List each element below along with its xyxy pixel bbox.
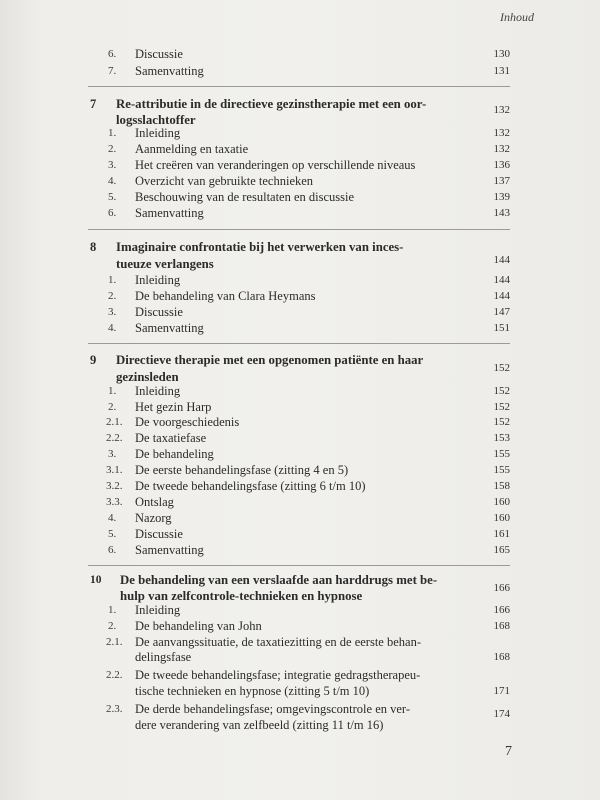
entry-page: 168 xyxy=(493,651,510,663)
entry-page: 165 xyxy=(493,544,510,556)
entry-title: De voorgeschiedenis xyxy=(135,415,240,429)
entry-number: 1. xyxy=(108,274,117,286)
entry-page: 155 xyxy=(493,448,510,460)
chapter-number: 7 xyxy=(90,97,97,111)
entry-title: delingsfase xyxy=(135,650,192,664)
entry-page: 152 xyxy=(493,416,510,428)
entry-title: Ontslag xyxy=(135,495,174,509)
chapter-title: gezinsleden xyxy=(116,370,179,384)
toc-entry-cont xyxy=(0,717,600,733)
entry-number: 1. xyxy=(108,604,117,616)
chapter-title: Imaginaire confrontatie bij het verwerken van inces- xyxy=(116,240,404,254)
entry-title: De behandeling van John xyxy=(135,619,262,633)
entry-number: 4. xyxy=(108,512,117,524)
entry-title: Beschouwing van de resultaten en discussie xyxy=(135,190,355,204)
toc-entry xyxy=(0,46,600,62)
entry-title: Samenvatting xyxy=(135,64,204,78)
entry-title: tische technieken en hypnose (zitting 5 t/m 10) xyxy=(135,684,370,698)
entry-title: De tweede behandelingsfase; integratie gedragstherapeu- xyxy=(135,668,421,682)
chapter-title: De behandeling van een verslaafde aan harddrugs met be- xyxy=(120,573,438,587)
toc-entry xyxy=(0,288,600,304)
toc-entry xyxy=(0,383,600,399)
entry-title: Inleiding xyxy=(135,384,181,398)
entry-number: 5. xyxy=(108,191,117,203)
entry-title: Inleiding xyxy=(135,603,181,617)
chapter-heading xyxy=(0,352,600,368)
entry-page: 131 xyxy=(493,65,510,77)
toc-entry xyxy=(0,510,600,526)
chapter-number: 9 xyxy=(90,353,97,367)
toc-entry xyxy=(0,189,600,205)
entry-number: 2.2. xyxy=(106,432,123,444)
toc-entry xyxy=(0,446,600,462)
entry-number: 2.1. xyxy=(106,636,123,648)
toc-entry xyxy=(0,542,600,558)
toc-entry xyxy=(0,125,600,141)
entry-title: De taxatiefase xyxy=(135,431,207,445)
entry-title: Nazorg xyxy=(135,511,172,525)
toc-entry xyxy=(0,304,600,320)
entry-page: 130 xyxy=(493,48,510,60)
toc-entry xyxy=(0,141,600,157)
toc-entry xyxy=(0,414,600,430)
entry-number: 3. xyxy=(108,306,117,318)
entry-number: 2. xyxy=(108,290,117,302)
chapter-heading xyxy=(0,96,600,112)
entry-page: 153 xyxy=(493,432,510,444)
chapter-title: Directieve therapie met een opgenomen patiënte en haar xyxy=(116,353,424,367)
entry-number: 3.1. xyxy=(106,464,123,476)
chapter-title: hulp van zelfcontrole-technieken en hypnose xyxy=(120,589,363,603)
entry-page: 166 xyxy=(493,604,510,616)
toc-entry xyxy=(0,320,600,336)
toc-entry xyxy=(0,618,600,634)
entry-title: De tweede behandelingsfase (zitting 6 t/m 10) xyxy=(135,479,366,493)
entry-page: 151 xyxy=(493,322,510,334)
entry-number: 2. xyxy=(108,620,117,632)
entry-page: 174 xyxy=(493,708,510,720)
entry-title: dere verandering van zelfbeeld (zitting 11 t/m 16) xyxy=(135,718,384,732)
chapter-heading xyxy=(0,239,600,255)
entry-title: De eerste behandelingsfase (zitting 4 en 5) xyxy=(135,463,349,477)
entry-title: Discussie xyxy=(135,47,183,61)
entry-page: 144 xyxy=(493,274,510,286)
entry-number: 3.3. xyxy=(106,496,123,508)
chapter-number: 10 xyxy=(90,574,102,586)
entry-number: 5. xyxy=(108,528,117,540)
entry-number: 4. xyxy=(108,322,117,334)
entry-page: 139 xyxy=(493,191,510,203)
chapter-divider xyxy=(88,343,510,344)
entry-number: 3.2. xyxy=(106,480,123,492)
entry-number: 4. xyxy=(108,175,117,187)
entry-title: Het creëren van veranderingen op verschillende niveaus xyxy=(135,158,416,172)
toc-entry xyxy=(0,157,600,173)
toc-entry xyxy=(0,272,600,288)
chapter-divider xyxy=(88,229,510,230)
entry-title: Het gezin Harp xyxy=(135,400,212,414)
toc-entry xyxy=(0,667,600,683)
entry-page: 171 xyxy=(493,685,510,697)
entry-number: 3. xyxy=(108,448,117,460)
toc-entry xyxy=(0,173,600,189)
entry-page: 158 xyxy=(493,480,510,492)
entry-title: De behandeling xyxy=(135,447,214,461)
entry-title: De derde behandelingsfase; omgevingscontrole en ver- xyxy=(135,702,410,716)
toc-entry xyxy=(0,526,600,542)
entry-page: 132 xyxy=(493,143,510,155)
chapter-heading xyxy=(0,572,600,588)
entry-title: De aanvangssituatie, de taxatiezitting en de eerste behan- xyxy=(135,635,421,649)
entry-title: Samenvatting xyxy=(135,321,204,335)
entry-title: De behandeling van Clara Heymans xyxy=(135,289,316,303)
entry-title: Samenvatting xyxy=(135,543,204,557)
chapter-title: tueuze verlangens xyxy=(116,257,214,271)
toc-entry xyxy=(0,462,600,478)
toc-entry xyxy=(0,494,600,510)
entry-page: 160 xyxy=(493,496,510,508)
entry-title: Inleiding xyxy=(135,126,181,140)
toc-entry-cont xyxy=(0,683,600,699)
entry-page: 155 xyxy=(493,464,510,476)
page-number: 7 xyxy=(505,744,512,759)
chapter-page: 152 xyxy=(493,362,510,374)
entry-number: 1. xyxy=(108,385,117,397)
entry-title: Overzicht van gebruikte technieken xyxy=(135,174,314,188)
entry-page: 152 xyxy=(493,401,510,413)
entry-number: 7. xyxy=(108,65,117,77)
entry-page: 147 xyxy=(493,306,510,318)
chapter-heading-cont xyxy=(0,256,600,272)
entry-title: Inleiding xyxy=(135,273,181,287)
toc-entry-cont xyxy=(0,649,600,665)
chapter-page: 166 xyxy=(493,582,510,594)
entry-title: Samenvatting xyxy=(135,206,204,220)
chapter-title: Re-attributie in de directieve gezinstherapie met een oor- xyxy=(116,97,427,111)
entry-page: 160 xyxy=(493,512,510,524)
entry-page: 161 xyxy=(493,528,510,540)
toc-entry xyxy=(0,478,600,494)
toc-entry xyxy=(0,399,600,415)
entry-page: 144 xyxy=(493,290,510,302)
chapter-title: logsslachtoffer xyxy=(116,113,196,127)
entry-number: 6. xyxy=(108,48,117,60)
entry-number: 1. xyxy=(108,127,117,139)
entry-page: 137 xyxy=(493,175,510,187)
toc-entry xyxy=(0,63,600,79)
entry-number: 6. xyxy=(108,207,117,219)
entry-title: Discussie xyxy=(135,527,183,541)
entry-number: 6. xyxy=(108,544,117,556)
entry-number: 2.1. xyxy=(106,416,123,428)
entry-page: 136 xyxy=(493,159,510,171)
toc-entry xyxy=(0,430,600,446)
entry-number: 2. xyxy=(108,143,117,155)
chapter-divider xyxy=(88,565,510,566)
entry-page: 143 xyxy=(493,207,510,219)
entry-title: Aanmelding en taxatie xyxy=(135,142,249,156)
toc-entry xyxy=(0,701,600,717)
toc-entry xyxy=(0,634,600,650)
entry-title: Discussie xyxy=(135,305,183,319)
toc-entry xyxy=(0,205,600,221)
toc-entry xyxy=(0,602,600,618)
entry-page: 152 xyxy=(493,385,510,397)
chapter-page: 144 xyxy=(493,254,510,266)
entry-number: 3. xyxy=(108,159,117,171)
entry-number: 2.2. xyxy=(106,669,123,681)
chapter-page: 132 xyxy=(493,104,510,116)
entry-number: 2.3. xyxy=(106,703,123,715)
chapter-number: 8 xyxy=(90,240,97,254)
chapter-divider xyxy=(88,86,510,87)
entry-page: 132 xyxy=(493,127,510,139)
entry-page: 168 xyxy=(493,620,510,632)
entry-number: 2. xyxy=(108,401,117,413)
running-header: Inhoud xyxy=(500,10,534,24)
